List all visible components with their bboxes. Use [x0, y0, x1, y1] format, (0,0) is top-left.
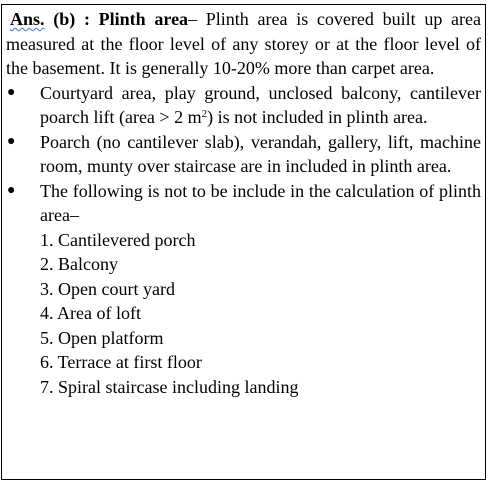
list-item: 4. Area of loft [40, 303, 141, 323]
bullet-text: Poarch (no cantilever slab), verandah, gallery, lift, machine room, munty over staircase are in included in plinth area. [40, 131, 481, 176]
superscript: 2 [201, 108, 208, 120]
bullet-icon: ● [7, 182, 16, 198]
answer-intro [6, 7, 481, 81]
option-label: (b) : [44, 9, 99, 29]
bullet-list [6, 81, 481, 228]
bullet-text: The following is not to be include in the calculation of plinth area– [40, 180, 481, 225]
list-item: 5. Open platform [40, 327, 164, 348]
list-item: 7. Spiral staircase including landing [40, 376, 299, 397]
bullet-item [6, 179, 481, 228]
list-item: 3. Open court yard [40, 278, 175, 299]
bullet-icon: ● [7, 84, 16, 100]
bullet-item [6, 81, 481, 130]
ans-label: Ans. [10, 9, 45, 29]
answer-lead [10, 9, 188, 29]
lead-title: Plinth area [98, 9, 189, 29]
answer-box [1, 4, 486, 480]
bullet-text: Courtyard area, play ground, unclosed balcony, cantilever poarch lift (area > 2 m [40, 82, 481, 127]
list-item: 6. Terrace at first floor [40, 352, 202, 372]
bullet-icon: ● [7, 133, 16, 149]
bullet-item [6, 130, 481, 179]
bullet-text-tail: ) is not included in plinth area. [207, 107, 428, 127]
list-item: 2. Balcony [40, 254, 118, 274]
intro-text: – Plinth area is covered built up area measured at the floor level of any storey or at the floor level of the basement. It is generally 10-20% more than carpet area. [6, 9, 481, 78]
excluded-items-list [6, 228, 481, 400]
list-item: 1. Cantilevered porch [40, 229, 196, 250]
